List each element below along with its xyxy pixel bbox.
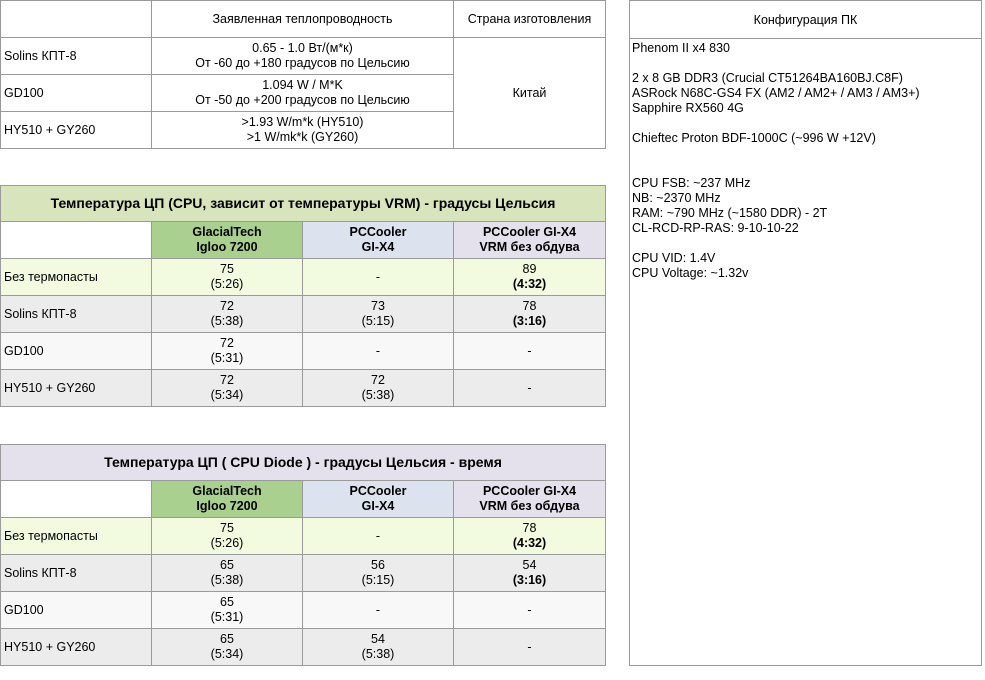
diode-table-title: Температура ЦП ( CPU Diode ) - градусы Цельсия - время — [1, 445, 606, 481]
temp-value: 65 — [220, 595, 234, 609]
paste-name: HY510 + GY260 — [1, 112, 152, 149]
conductivity-header: Заявленная теплопроводность — [152, 1, 454, 38]
temp-value: 73 — [371, 299, 385, 313]
vrm-table-title: Температура ЦП (CPU, зависит от температуры VRM) - градусы Цельсия — [1, 186, 606, 222]
temp-cell — [454, 629, 606, 666]
column-header-line1: GlacialTech — [192, 484, 262, 498]
diode-table-title-row — [1, 445, 606, 481]
column-header-glacialtech — [152, 481, 303, 518]
conductivity-line2: От -50 до +200 градусов по Цельсию — [195, 93, 410, 107]
temp-cell — [152, 592, 303, 629]
temp-value: - — [375, 269, 381, 284]
config-line: NB: ~2370 MHz — [632, 191, 721, 205]
paste-name: Solins КПТ-8 — [1, 555, 152, 592]
temp-time: (5:26) — [210, 536, 244, 550]
table-row — [1, 592, 606, 629]
temp-cell — [303, 259, 454, 296]
temp-value: 78 — [522, 299, 537, 313]
temp-value: - — [375, 343, 381, 358]
temp-cell — [454, 518, 606, 555]
temp-time: (5:31) — [210, 610, 244, 624]
pc-config-body — [630, 39, 981, 283]
column-header-line2: GI-X4 — [361, 240, 395, 254]
paste-name: Без термопасты — [1, 259, 152, 296]
config-line: CPU VID: 1.4V — [632, 251, 716, 265]
table-row — [1, 333, 606, 370]
table-row — [1, 296, 606, 333]
temp-value: 65 — [220, 632, 234, 646]
column-header-line2: Igloo 7200 — [196, 240, 258, 254]
temp-value: 65 — [220, 558, 234, 572]
temp-cell — [454, 296, 606, 333]
vrm-header-empty — [1, 222, 152, 259]
temp-cell — [303, 555, 454, 592]
temp-cell — [152, 555, 303, 592]
temp-cell — [303, 629, 454, 666]
temp-time: (5:26) — [210, 277, 244, 291]
table-row — [1, 555, 606, 592]
column-header-line1: GlacialTech — [192, 225, 262, 239]
temp-cell — [152, 370, 303, 407]
diode-header-empty — [1, 481, 152, 518]
temp-time: (5:15) — [361, 573, 395, 587]
config-line: CPU Voltage: ~1.32v — [632, 266, 749, 280]
column-header-line1: PCCooler GI-X4 — [482, 484, 577, 498]
conductivity-line1: 1.094 W / M*K — [262, 78, 343, 92]
paste-name: Без термопасты — [1, 518, 152, 555]
config-line — [632, 116, 979, 131]
pc-config-title: Конфигурация ПК — [630, 1, 981, 39]
config-line: 2 x 8 GB DDR3 (Crucial CT51264BA160BJ.C8F) — [632, 71, 903, 85]
temp-value: - — [375, 528, 381, 543]
temp-cell — [152, 296, 303, 333]
column-header-glacialtech — [152, 222, 303, 259]
temp-cell — [454, 370, 606, 407]
config-line — [632, 56, 979, 71]
temp-time: (5:31) — [210, 351, 244, 365]
conductivity-table — [0, 0, 606, 149]
vrm-column-header-row — [1, 222, 606, 259]
conductivity-value — [152, 38, 454, 75]
temp-time: (3:16) — [512, 314, 547, 328]
paste-name: GD100 — [1, 75, 152, 112]
temp-value: 72 — [371, 373, 385, 387]
paste-name: HY510 + GY260 — [1, 370, 152, 407]
column-header-line1: PCCooler GI-X4 — [482, 225, 577, 239]
temp-value: 72 — [220, 336, 234, 350]
table-row — [1, 629, 606, 666]
temp-time: (5:34) — [210, 388, 244, 402]
country-value: Китай — [454, 38, 606, 149]
column-header-line1: PCCooler — [349, 484, 407, 498]
table-row — [1, 259, 606, 296]
paste-name: GD100 — [1, 592, 152, 629]
paste-name: HY510 + GY260 — [1, 629, 152, 666]
column-header-pccooler — [303, 481, 454, 518]
vrm-temperature-table — [0, 185, 606, 407]
temp-time: (5:34) — [210, 647, 244, 661]
temp-value: 54 — [522, 558, 537, 572]
column-header-pccooler — [303, 222, 454, 259]
temp-value: 89 — [522, 262, 537, 276]
temp-value: 78 — [522, 521, 537, 535]
temp-value: 75 — [220, 262, 234, 276]
config-line: Sapphire RX560 4G — [632, 101, 744, 115]
temp-value: - — [527, 343, 532, 358]
conductivity-value — [152, 112, 454, 149]
temp-time: (5:38) — [361, 647, 395, 661]
diode-temperature-table — [0, 444, 606, 666]
conductivity-line2: >1 W/mk*k (GY260) — [246, 130, 359, 144]
vrm-table-title-row — [1, 186, 606, 222]
column-header-pccooler-no-vrm-fan — [454, 222, 606, 259]
column-header-line2: VRM без обдува — [479, 499, 580, 513]
column-header-line1: PCCooler — [349, 225, 407, 239]
temp-value: 72 — [220, 299, 234, 313]
conductivity-value — [152, 75, 454, 112]
config-line: CL-RCD-RP-RAS: 9-10-10-22 — [632, 221, 799, 235]
table-row — [1, 518, 606, 555]
temp-time: (5:38) — [210, 314, 244, 328]
conductivity-line1: 0.65 - 1.0 Вт/(м*к) — [252, 41, 353, 55]
temp-cell — [303, 333, 454, 370]
temp-cell — [454, 259, 606, 296]
temp-cell — [303, 370, 454, 407]
paste-name: GD100 — [1, 333, 152, 370]
column-header-line2: GI-X4 — [361, 499, 395, 513]
temp-time: (5:38) — [210, 573, 244, 587]
config-line — [632, 236, 979, 251]
conductivity-line2: От -60 до +180 градусов по Цельсию — [195, 56, 410, 70]
paste-name: Solins КПТ-8 — [1, 296, 152, 333]
temp-cell — [303, 296, 454, 333]
table-row — [1, 38, 606, 75]
temp-value: 54 — [371, 632, 385, 646]
column-header-line2: Igloo 7200 — [196, 499, 258, 513]
temp-value: 56 — [371, 558, 385, 572]
temp-value: - — [527, 380, 532, 395]
conductivity-header-row — [1, 1, 606, 38]
config-line: RAM: ~790 MHz (~1580 DDR) - 2T — [632, 206, 828, 220]
diode-column-header-row — [1, 481, 606, 518]
temp-cell — [454, 333, 606, 370]
temp-value: - — [375, 602, 381, 617]
temp-cell — [454, 592, 606, 629]
temp-value: 75 — [220, 521, 234, 535]
config-line: ASRock N68C-GS4 FX (AM2 / AM2+ / AM3 / AM3+) — [632, 86, 920, 100]
temp-cell — [454, 555, 606, 592]
table-row — [1, 370, 606, 407]
temp-value: 72 — [220, 373, 234, 387]
temp-cell — [303, 592, 454, 629]
temp-time: (5:15) — [361, 314, 395, 328]
temp-cell — [152, 333, 303, 370]
temp-time: (3:16) — [512, 573, 547, 587]
column-header-pccooler-no-vrm-fan — [454, 481, 606, 518]
pc-config-panel — [629, 0, 982, 666]
country-header: Страна изготовления — [454, 1, 606, 38]
conductivity-line1: >1.93 W/m*k (HY510) — [241, 115, 364, 129]
config-line — [632, 146, 979, 161]
config-line: CPU FSB: ~237 MHz — [632, 176, 751, 190]
temp-cell — [152, 259, 303, 296]
temp-time: (5:38) — [361, 388, 395, 402]
temp-time: (4:32) — [512, 536, 547, 550]
paste-name: Solins КПТ-8 — [1, 38, 152, 75]
conductivity-header-empty — [1, 1, 152, 38]
temp-cell — [152, 518, 303, 555]
temp-value: - — [527, 602, 532, 617]
temp-cell — [303, 518, 454, 555]
temp-time: (4:32) — [512, 277, 547, 291]
config-line: Chieftec Proton BDF-1000C (~996 W +12V) — [632, 131, 876, 145]
temp-value: - — [527, 639, 532, 654]
column-header-line2: VRM без обдува — [479, 240, 580, 254]
config-line: Phenom II x4 830 — [632, 41, 730, 55]
config-line — [632, 161, 979, 176]
temp-cell — [152, 629, 303, 666]
